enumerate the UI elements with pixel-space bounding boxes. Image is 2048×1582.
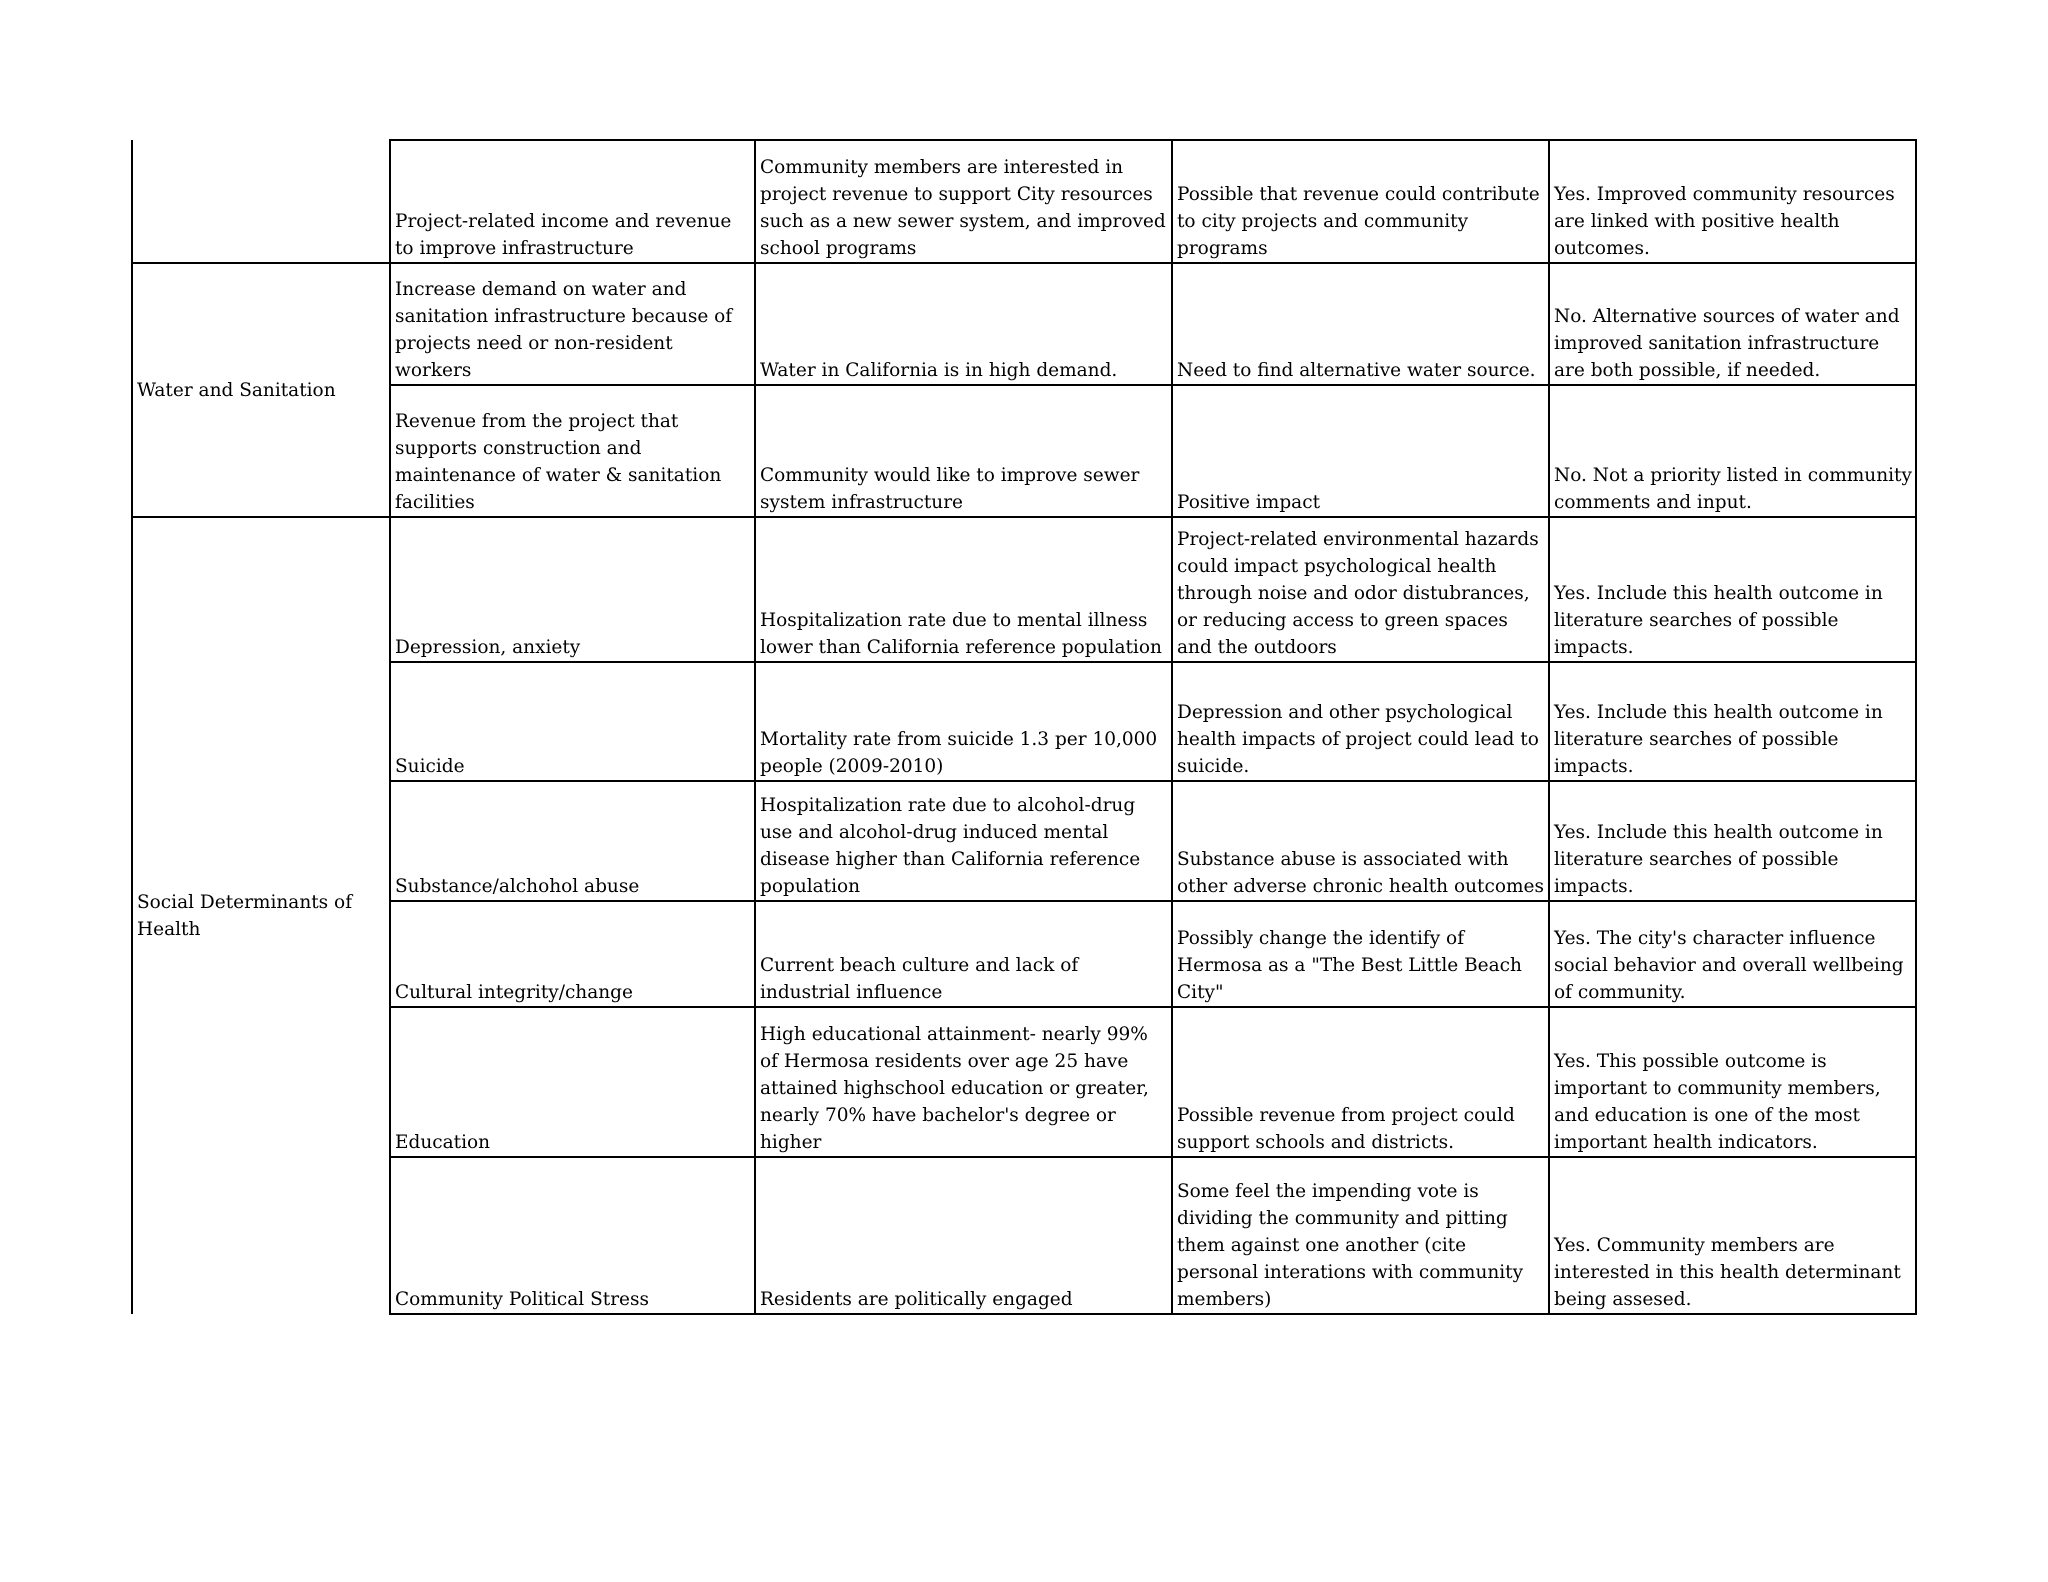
baseline-cell: Community members are interested in project revenue to support City resources such as a new sewer system, and improved school programs (755, 140, 1172, 263)
baseline-cell: Hospitalization rate due to alcohol-drug use and alcohol-drug induced mental disease higher than California reference population (755, 781, 1172, 901)
priority-cell: Yes. Improved community resources are linked with positive health outcomes. (1549, 140, 1916, 263)
baseline-cell: Mortality rate from suicide 1.3 per 10,000 people (2009-2010) (755, 662, 1172, 781)
priority-cell: Yes. Include this health outcome in literature searches of possible impacts. (1549, 662, 1916, 781)
factor-cell: Increase demand on water and sanitation infrastructure because of projects need or non-resident workers (390, 263, 755, 385)
impact-cell: Project-related environmental hazards could impact psychological health through noise and odor distubrances, or reducing access to green spaces and the outdoors (1172, 517, 1549, 662)
impact-cell: Positive impact (1172, 385, 1549, 517)
table-row (132, 517, 1916, 662)
table-row (132, 781, 1916, 901)
baseline-cell: Water in California is in high demand. (755, 263, 1172, 385)
priority-cell: Yes. Include this health outcome in literature searches of possible impacts. (1549, 517, 1916, 662)
impact-cell: Substance abuse is associated with other adverse chronic health outcomes (1172, 781, 1549, 901)
baseline-cell: Current beach culture and lack of industrial influence (755, 901, 1172, 1007)
health-determinants-table (131, 139, 1917, 1315)
factor-cell: Community Political Stress (390, 1157, 755, 1314)
factor-cell: Project-related income and revenue to improve infrastructure (390, 140, 755, 263)
baseline-cell: Residents are politically engaged (755, 1157, 1172, 1314)
table-row (132, 901, 1916, 1007)
priority-cell: Yes. Community members are interested in this health determinant being assesed. (1549, 1157, 1916, 1314)
priority-cell: Yes. Include this health outcome in literature searches of possible impacts. (1549, 781, 1916, 901)
baseline-cell: High educational attainment- nearly 99% of Hermosa residents over age 25 have attained highschool education or greater, nearly 70% have bachelor's degree or higher (755, 1007, 1172, 1157)
impact-cell: Possible that revenue could contribute to city projects and community programs (1172, 140, 1549, 263)
factor-cell: Education (390, 1007, 755, 1157)
baseline-cell: Hospitalization rate due to mental illness lower than California reference population (755, 517, 1172, 662)
impact-cell: Need to find alternative water source. (1172, 263, 1549, 385)
impact-cell: Depression and other psychological health impacts of project could lead to suicide. (1172, 662, 1549, 781)
factor-cell: Revenue from the project that supports construction and maintenance of water & sanitation facilities (390, 385, 755, 517)
priority-cell: Yes. The city's character influence social behavior and overall wellbeing of community. (1549, 901, 1916, 1007)
table-row (132, 140, 1916, 263)
table-row (132, 1007, 1916, 1157)
table-row (132, 662, 1916, 781)
impact-cell: Possibly change the identify of Hermosa as a "The Best Little Beach City" (1172, 901, 1549, 1007)
table-row (132, 385, 1916, 517)
baseline-cell: Community would like to improve sewer system infrastructure (755, 385, 1172, 517)
impact-cell: Some feel the impending vote is dividing the community and pitting them against one another (cite personal interations with community members) (1172, 1157, 1549, 1314)
factor-cell: Suicide (390, 662, 755, 781)
category-cell (132, 140, 390, 263)
factor-cell: Depression, anxiety (390, 517, 755, 662)
priority-cell: No. Alternative sources of water and improved sanitation infrastructure are both possible, if needed. (1549, 263, 1916, 385)
priority-cell: No. Not a priority listed in community comments and input. (1549, 385, 1916, 517)
category-cell: Water and Sanitation (132, 263, 390, 517)
priority-cell: Yes. This possible outcome is important to community members, and education is one of the most important health indicators. (1549, 1007, 1916, 1157)
factor-cell: Cultural integrity/change (390, 901, 755, 1007)
table-row (132, 1157, 1916, 1314)
category-cell: Social Determinants of Health (132, 517, 390, 1314)
table-row (132, 263, 1916, 385)
factor-cell: Substance/alchohol abuse (390, 781, 755, 901)
impact-cell: Possible revenue from project could support schools and districts. (1172, 1007, 1549, 1157)
